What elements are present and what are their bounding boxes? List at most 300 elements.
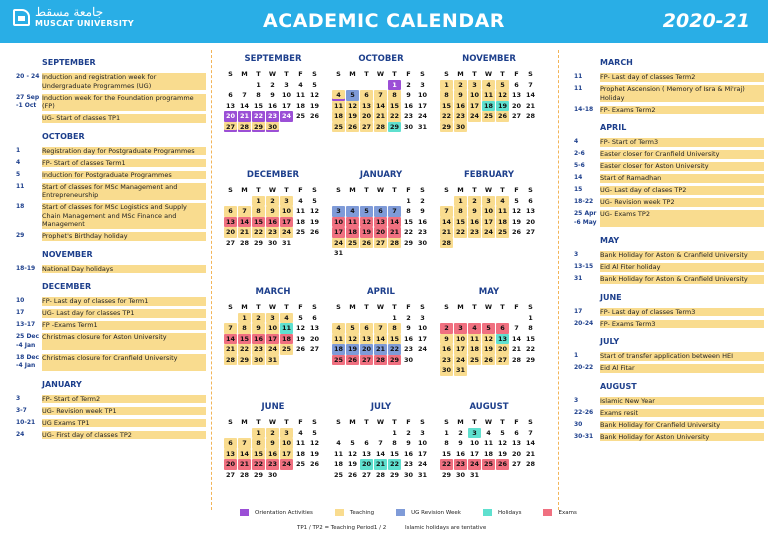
legend-item <box>396 509 461 516</box>
month-calendar <box>224 287 322 365</box>
day-cell: 3 <box>332 206 345 217</box>
day-cell: 6 <box>228 91 233 99</box>
event-date: 20-22 <box>574 364 594 371</box>
event-row <box>574 138 764 147</box>
day-cell: 3 <box>482 196 495 207</box>
day-cell: 22 <box>455 228 466 236</box>
event-row <box>574 275 764 284</box>
weekday-label: W <box>268 70 277 78</box>
day-cell: 14 <box>525 91 536 99</box>
day-cell: 20 <box>511 101 522 110</box>
day-cell: 24 <box>281 228 292 236</box>
weekday-label: S <box>420 70 425 78</box>
event-date: 4 <box>574 138 579 145</box>
day-cell: 18 <box>333 112 344 120</box>
legend-item <box>335 509 374 516</box>
weekday-label: S <box>336 186 341 194</box>
day-cell: 4 <box>496 196 509 207</box>
day-cell: 20 <box>361 112 372 120</box>
empty-cell <box>332 196 345 207</box>
legend-swatch <box>396 509 405 516</box>
day-cell: 22 <box>253 460 264 468</box>
day-cell: 18 <box>483 101 494 110</box>
day-cell: 20 <box>225 460 236 468</box>
event-text: UG- Start of classes TP1 <box>42 114 206 123</box>
day-cell: 9 <box>270 91 275 99</box>
day-cell: 11 <box>483 91 494 99</box>
empty-cell <box>440 196 453 207</box>
day-cell: 21 <box>525 449 536 458</box>
day-cell: 21 <box>511 345 522 353</box>
day-cell: 30 <box>417 238 428 247</box>
day-cell: 19 <box>309 449 320 458</box>
day-cell: 23 <box>253 345 264 353</box>
day-cell: 1 <box>392 313 397 322</box>
event-date: 10-21 <box>16 418 36 426</box>
day-cell: 31 <box>267 355 278 364</box>
event-date: 13-17 <box>16 321 36 328</box>
day-cell: 23 <box>469 228 480 236</box>
weekday-label: W <box>484 303 493 311</box>
day-cell: 3 <box>468 80 481 91</box>
event-row <box>574 397 764 406</box>
legend-item <box>543 509 576 516</box>
event-date: 20 - 24 <box>16 73 40 80</box>
day-cell: 1 <box>454 196 467 207</box>
day-cell: 1 <box>528 313 533 322</box>
weekday-label: W <box>484 186 493 194</box>
empty-cell <box>374 80 387 91</box>
event-text: Eid Al Fiter holiday <box>600 263 764 272</box>
month-name: DECEMBER <box>246 170 300 180</box>
section-heading: MAY <box>600 236 620 245</box>
day-cell: 4 <box>486 428 491 437</box>
day-cell: 23 <box>455 460 466 468</box>
weekday-label: S <box>528 303 533 311</box>
day-cell: 19 <box>497 449 508 458</box>
day-cell: 7 <box>528 80 533 89</box>
day-cell: 13 <box>361 334 372 343</box>
day-cell: 14 <box>511 334 522 343</box>
weekday-label: M <box>241 303 248 311</box>
day-cell: 21 <box>239 228 250 236</box>
day-cell: 15 <box>455 217 466 226</box>
weekday-label: M <box>241 418 248 426</box>
day-cell: 29 <box>253 470 264 479</box>
event-text: FP- Start of Term2 <box>42 395 206 404</box>
day-cell: 13 <box>225 217 236 226</box>
event-text: Induction for Postgraduate Programmes <box>42 171 206 180</box>
day-cell: 27 <box>511 112 522 120</box>
day-cell: 30 <box>403 470 414 479</box>
day-cell: 28 <box>525 460 536 468</box>
day-cell: 2 <box>266 428 279 439</box>
weekday-label: M <box>241 186 248 194</box>
day-cell: 7 <box>238 206 251 217</box>
day-cell: 5 <box>482 323 495 334</box>
event-text: UG Exams TP1 <box>42 419 206 428</box>
weekday-label: M <box>457 186 464 194</box>
event-text: Exams resit <box>600 409 764 418</box>
event-text: UG- Last day for classes TP1 <box>42 309 206 318</box>
weekday-label: M <box>349 303 356 311</box>
logo-english: MUSCAT UNIVERSITY <box>35 19 134 28</box>
weekday-label: S <box>312 303 317 311</box>
day-cell: 30 <box>403 355 414 364</box>
day-cell: 30 <box>267 470 278 479</box>
empty-cell <box>360 313 373 324</box>
day-cell: 24 <box>417 345 428 353</box>
day-cell: 15 <box>441 101 452 110</box>
day-cell: 18 <box>295 101 306 110</box>
empty-cell <box>510 313 523 324</box>
day-cell: 23 <box>455 112 466 120</box>
day-cell: 21 <box>239 460 250 468</box>
day-grid <box>224 69 322 132</box>
event-date: 5 <box>16 170 21 178</box>
event-text: FP- Exams Term3 <box>600 320 764 329</box>
day-cell: 30 <box>267 238 278 247</box>
day-cell: 30 <box>253 355 264 364</box>
empty-cell <box>238 80 251 91</box>
day-grid <box>332 69 430 132</box>
weekday-label: T <box>256 186 261 194</box>
weekday-label: T <box>256 70 261 78</box>
event-row <box>574 320 764 329</box>
day-cell: 17 <box>267 334 278 343</box>
day-cell: 2 <box>440 323 453 334</box>
section-heading: JULY <box>600 337 620 346</box>
day-cell: 20 <box>525 217 536 226</box>
event-row <box>16 159 206 168</box>
day-cell: 8 <box>454 206 467 217</box>
day-cell: 25 <box>295 228 306 236</box>
day-cell: 1 <box>392 428 397 437</box>
section-heading: JANUARY <box>42 379 82 389</box>
day-cell: 1 <box>406 196 411 205</box>
day-cell: 17 <box>281 101 292 110</box>
weekday-label: F <box>514 70 519 78</box>
event-date: 1 <box>16 146 21 154</box>
weekday-label: T <box>472 418 477 426</box>
tentative-note: Islamic holidays are tentative <box>405 525 487 531</box>
day-grid <box>440 302 538 376</box>
event-date: 14-18 <box>574 105 594 113</box>
day-cell: 22 <box>403 228 414 236</box>
day-cell: 25 <box>347 238 358 247</box>
legend-swatch <box>240 509 249 516</box>
day-cell: 20 <box>225 112 236 120</box>
weekday-label: M <box>349 70 356 78</box>
divider-right <box>558 50 559 510</box>
event-row <box>16 114 206 123</box>
day-cell: 21 <box>389 228 400 236</box>
empty-cell <box>374 428 387 439</box>
day-cell: 31 <box>417 470 428 479</box>
day-cell: 9 <box>440 334 453 345</box>
day-cell: 20 <box>497 345 508 353</box>
empty-cell <box>332 428 345 439</box>
day-cell: 23 <box>403 345 414 353</box>
empty-cell <box>238 196 251 207</box>
day-cell: 8 <box>406 207 411 215</box>
section-heading: AUGUST <box>600 381 637 391</box>
day-cell: 3 <box>468 428 481 439</box>
month-calendar <box>224 54 322 132</box>
day-cell: 21 <box>375 345 386 353</box>
weekday-label: F <box>298 70 303 78</box>
day-cell: 26 <box>309 460 320 468</box>
day-cell: 18 <box>281 334 292 343</box>
day-cell: 8 <box>256 91 261 99</box>
day-cell: 7 <box>388 206 401 217</box>
empty-cell <box>440 313 453 324</box>
day-cell: 11 <box>333 334 344 343</box>
day-cell: 4 <box>280 313 293 324</box>
weekday-label: W <box>376 186 385 194</box>
day-cell: 10 <box>417 439 428 447</box>
legend-swatch <box>335 509 344 516</box>
legend-label: Exams <box>558 509 577 516</box>
day-cell: 11 <box>281 324 292 332</box>
event-text: Prophet Ascension ( Memory of Isra & Mi'raj) Holiday <box>600 85 764 102</box>
empty-cell <box>224 80 237 91</box>
day-cell: 4 <box>482 80 495 91</box>
event-row <box>574 409 764 418</box>
day-cell: 8 <box>392 439 397 447</box>
event-row <box>574 210 764 227</box>
event-text: Christmas closure for Aston University <box>42 333 206 350</box>
month-calendar <box>440 402 538 480</box>
event-text: FP- Start of classes Term1 <box>42 159 206 168</box>
event-date: 29 <box>16 232 25 239</box>
day-cell: 3 <box>420 80 425 89</box>
weekday-label: S <box>528 70 533 78</box>
day-cell: 4 <box>298 428 303 437</box>
day-cell: 23 <box>441 355 452 364</box>
weekday-label: F <box>298 418 303 426</box>
weekday-label: S <box>228 70 233 78</box>
day-cell: 26 <box>347 122 358 131</box>
day-cell: 11 <box>469 334 480 343</box>
weekday-label: W <box>484 418 493 426</box>
day-cell: 31 <box>417 122 428 131</box>
day-cell: 28 <box>511 355 522 364</box>
day-cell: 3 <box>420 428 425 437</box>
day-cell: 10 <box>417 324 428 332</box>
empty-cell <box>482 313 495 324</box>
day-cell: 25 <box>483 112 494 120</box>
month-calendar <box>440 170 538 248</box>
event-date: 3 <box>574 396 579 404</box>
day-cell: 25 <box>295 460 306 468</box>
event-text: Induction and registration week for Undergraduate Programmes (UG) <box>42 73 206 90</box>
day-cell: 18 <box>469 345 480 353</box>
weekday-label: W <box>268 303 277 311</box>
section-heading: DECEMBER <box>42 282 92 291</box>
day-cell: 9 <box>266 206 279 217</box>
day-cell: 14 <box>239 217 250 226</box>
day-cell: 5 <box>298 313 303 322</box>
left-events-list <box>16 54 206 443</box>
weekday-label: T <box>472 186 477 194</box>
event-row <box>574 106 764 115</box>
weekday-label: T <box>472 303 477 311</box>
day-cell: 24 <box>333 238 344 247</box>
day-cell: 29 <box>403 238 414 247</box>
day-cell: 6 <box>528 196 533 205</box>
day-cell: 26 <box>497 460 508 468</box>
day-cell: 16 <box>455 101 466 110</box>
weekday-label: T <box>500 186 505 194</box>
day-cell: 12 <box>309 207 320 215</box>
day-cell: 3 <box>280 428 293 439</box>
event-text: FP- Start of Term3 <box>600 138 764 147</box>
day-cell: 15 <box>239 334 250 343</box>
empty-cell <box>224 428 237 439</box>
event-date: 3-7 <box>16 406 27 414</box>
legend-item <box>240 509 313 516</box>
weekday-label: F <box>514 186 519 194</box>
day-cell: 2 <box>406 80 411 89</box>
event-date: 18 Dec -4 Jan <box>16 353 40 369</box>
day-cell: 9 <box>468 206 481 217</box>
weekday-label: S <box>228 418 233 426</box>
weekday-label: T <box>364 303 369 311</box>
empty-cell <box>360 196 373 207</box>
empty-cell <box>346 313 359 324</box>
day-cell: 7 <box>374 323 387 334</box>
event-text: Bank Holiday for Cranfield University <box>600 421 764 430</box>
day-cell: 13 <box>511 91 522 99</box>
day-cell: 12 <box>295 324 306 332</box>
weekday-label: S <box>444 70 449 78</box>
day-cell: 25 <box>333 122 344 131</box>
day-cell: 7 <box>378 439 383 447</box>
day-cell: 20 <box>309 334 320 343</box>
day-cell: 14 <box>375 449 386 458</box>
event-row <box>574 186 764 195</box>
day-cell: 6 <box>360 90 373 101</box>
event-row <box>574 421 764 430</box>
event-date: 17 <box>574 307 583 315</box>
day-cell: 14 <box>441 217 452 226</box>
event-text: Eid Al Fitar <box>600 364 764 373</box>
right-events-list <box>574 54 764 445</box>
weekday-label: T <box>392 418 397 426</box>
day-cell: 11 <box>483 439 494 447</box>
day-cell: 19 <box>309 217 320 226</box>
day-cell: 4 <box>336 439 341 447</box>
event-text: UG- Exams TP2 <box>600 210 764 227</box>
day-cell: 17 <box>281 217 292 226</box>
day-cell: 12 <box>483 334 494 343</box>
weekday-label: M <box>349 418 356 426</box>
day-cell: 28 <box>239 238 250 247</box>
day-cell: 19 <box>361 228 372 236</box>
day-cell: 26 <box>497 112 508 120</box>
day-cell: 26 <box>483 355 494 364</box>
weekday-label: F <box>514 303 519 311</box>
event-date: 11 <box>574 73 583 80</box>
day-cell: 19 <box>347 112 358 120</box>
day-cell: 5 <box>312 80 317 89</box>
event-row <box>16 297 206 306</box>
weekday-label: F <box>514 418 519 426</box>
day-cell: 2 <box>406 313 411 322</box>
event-row <box>16 431 206 440</box>
day-cell: 16 <box>267 101 278 110</box>
day-cell: 7 <box>528 428 533 437</box>
day-cell: 30 <box>455 470 466 479</box>
day-cell: 13 <box>225 449 236 458</box>
empty-cell <box>374 196 387 207</box>
day-cell: 13 <box>361 449 372 458</box>
day-cell: 8 <box>252 206 265 217</box>
day-cell: 15 <box>441 449 452 458</box>
day-cell: 3 <box>266 313 279 324</box>
month-calendar <box>440 287 538 376</box>
month-calendar <box>332 54 430 132</box>
legend-swatch <box>543 509 552 516</box>
day-cell: 26 <box>347 355 358 364</box>
day-cell: 5 <box>346 323 359 334</box>
day-cell: 11 <box>295 91 306 99</box>
weekday-label: F <box>298 186 303 194</box>
day-cell: 10 <box>469 439 480 447</box>
page-title: ACADEMIC CALENDAR <box>263 10 505 32</box>
empty-cell <box>496 313 509 324</box>
day-cell: 6 <box>364 439 369 447</box>
event-date: 18 <box>16 203 25 210</box>
day-cell: 27 <box>525 228 536 236</box>
day-cell: 14 <box>375 334 386 343</box>
day-cell: 23 <box>267 228 278 236</box>
empty-cell <box>332 313 345 324</box>
day-cell: 22 <box>239 345 250 353</box>
day-cell: 24 <box>417 112 428 120</box>
day-cell: 31 <box>281 238 292 247</box>
day-grid <box>440 69 538 132</box>
day-grid <box>224 302 322 365</box>
day-cell: 11 <box>333 449 344 458</box>
event-date: 11 <box>574 85 583 92</box>
month-name: MARCH <box>255 287 291 297</box>
weekday-label: W <box>376 70 385 78</box>
day-cell: 7 <box>224 323 237 334</box>
month-calendar <box>332 287 430 365</box>
day-cell: 5 <box>514 196 519 205</box>
day-cell: 21 <box>375 112 386 120</box>
legend-swatch <box>483 509 492 516</box>
day-cell: 21 <box>225 345 236 353</box>
day-cell: 23 <box>403 460 414 468</box>
day-cell: 14 <box>375 101 386 110</box>
event-date: 3 <box>16 394 21 402</box>
section-heading: NOVEMBER <box>42 249 93 259</box>
weekday-label: T <box>284 303 289 311</box>
event-row <box>574 251 764 260</box>
header-bar <box>0 0 768 43</box>
day-cell: 16 <box>403 334 414 343</box>
day-cell: 12 <box>309 439 320 447</box>
weekday-label: T <box>392 70 397 78</box>
legend-item <box>483 509 522 516</box>
day-cell: 9 <box>406 91 411 99</box>
weekday-label: M <box>349 186 356 194</box>
day-cell: 19 <box>483 345 494 353</box>
day-cell: 19 <box>295 334 306 343</box>
